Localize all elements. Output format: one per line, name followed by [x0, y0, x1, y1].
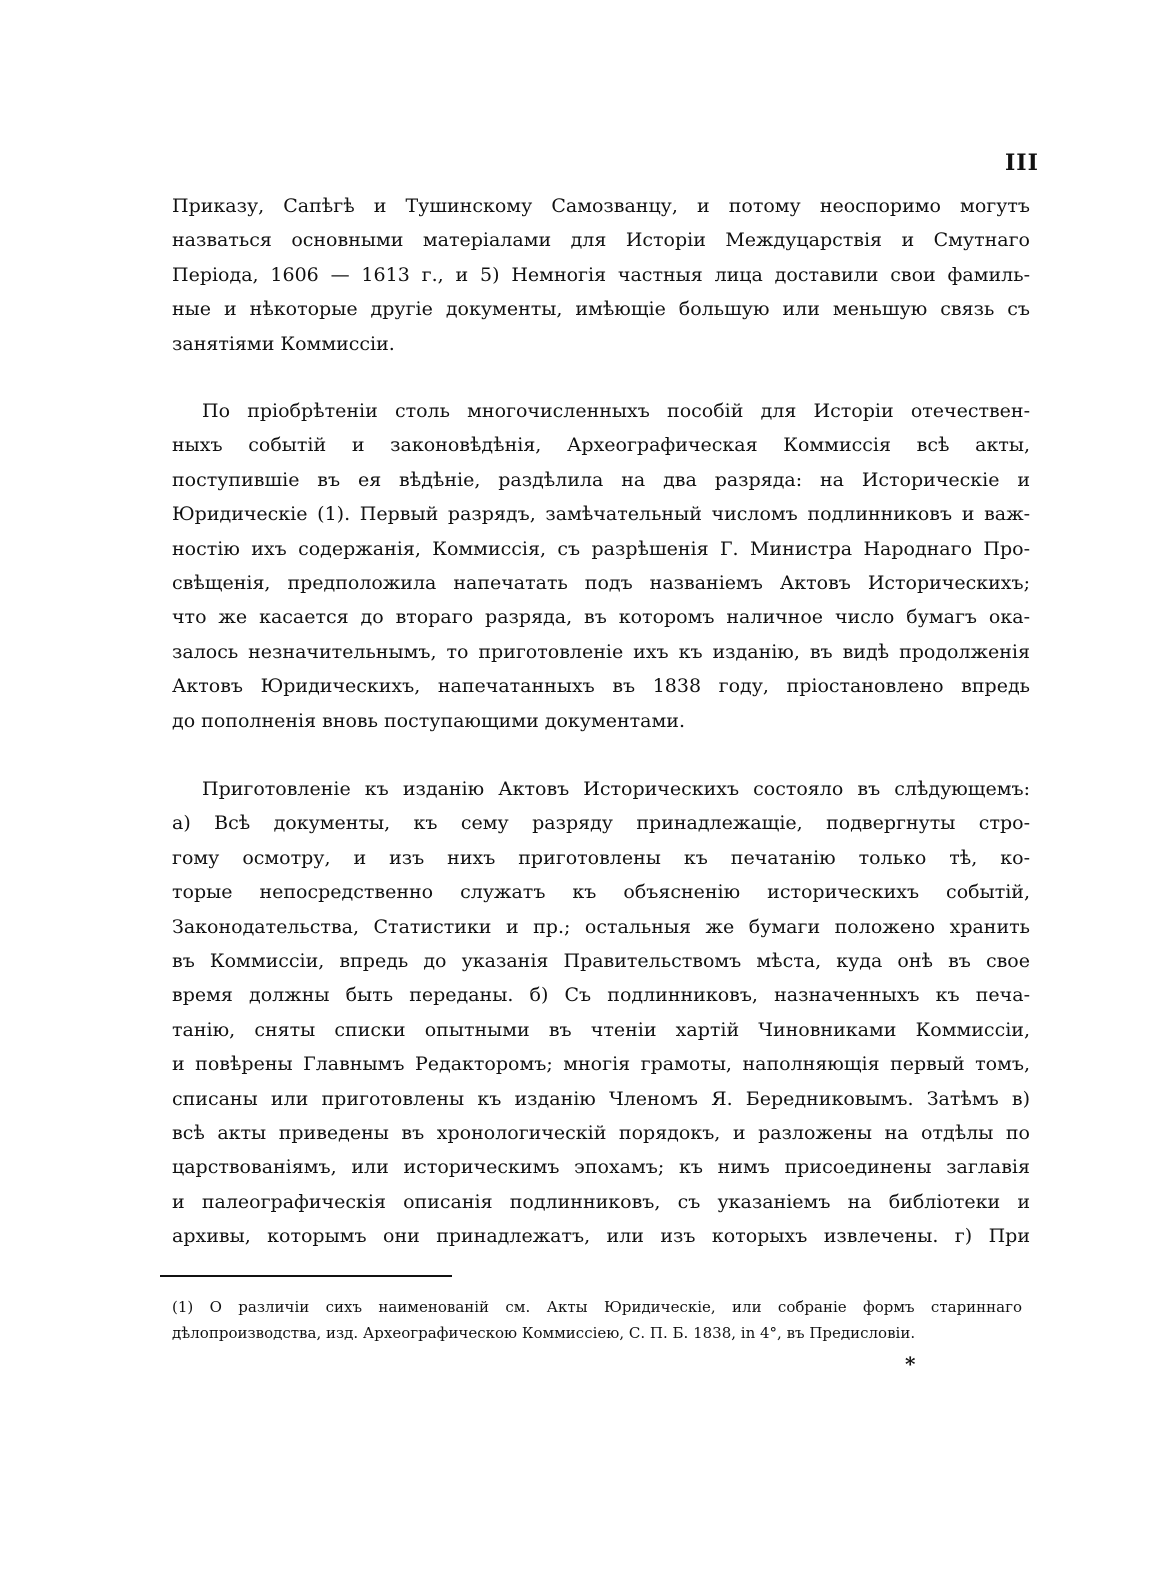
page-number: III [1005, 150, 1039, 176]
text-line: поступившіе въ ея вѣдѣніе, раздѣлила на два разряда: на Историческіе и [172, 468, 1030, 491]
text-line: торые непосредственно служатъ къ объясненію историческихъ событій, [172, 881, 1030, 904]
footnote-line: дѣлопроизводства, изд. Археографическою Коммиссіею, С. П. Б. 1838, in 4°, въ Предисловіи. [172, 1324, 916, 1342]
text-line: залось незначительнымъ, то приготовленіе ихъ къ изданію, въ видѣ продолженія [172, 640, 1030, 663]
text-line: Законодательства, Статистики и пр.; остальныя же бумаги положено хранить [172, 915, 1030, 938]
text-line: Періода, 1606 — 1613 г., и 5) Немногія частныя лица доставили свои фамиль- [172, 263, 1030, 286]
text-line: ные и нѣкоторые другіе документы, имѣющіе большую или меньшую связь съ [172, 298, 1030, 321]
text-line: ныхъ событій и законовѣдѣнія, Археографическая Коммиссія всѣ акты, [172, 434, 1030, 457]
text-line: въ Коммиссіи, впредь до указанія Правительствомъ мѣста, куда онѣ въ свое [172, 950, 1030, 973]
text-line: Приготовленіе къ изданію Актовъ Историческихъ состояло въ слѣдующемъ: [202, 778, 1030, 800]
text-line: время должны быть переданы. б) Съ подлинниковъ, назначенныхъ къ печа- [172, 984, 1030, 1007]
text-line: свѣщенія, предположила напечатать подъ названіемъ Актовъ Историческихъ; [172, 572, 1030, 595]
text-line: назваться основными матеріалами для Исторіи Междуцарствія и Смутнаго [172, 229, 1030, 252]
text-line: до пополненія вновь поступающими документами. [172, 709, 685, 732]
text-line: всѣ акты приведены въ хронологическій порядокъ, и разложены на отдѣлы по [172, 1122, 1030, 1145]
paragraph-1 [172, 189, 1030, 361]
text-line: а) Всѣ документы, къ сему разряду принадлежащіе, подвергнуты стро- [172, 812, 1030, 835]
text-line: гому осмотру, и изъ нихъ приготовлены къ печатанію только тѣ, ко- [172, 846, 1030, 869]
text-line: архивы, которымъ они принадлежатъ, или изъ которыхъ извлечены. г) При [172, 1225, 1030, 1248]
text-line: По пріобрѣтеніи столь многочисленныхъ пособій для Исторіи отечествен- [202, 400, 1030, 422]
text-line: царствованіямъ, или историческимъ эпохамъ; къ нимъ присоединены заглавія [172, 1156, 1030, 1179]
text-line: Юридическіе (1). Первый разрядъ, замѣчательный числомъ подлинниковъ и важ- [172, 503, 1030, 526]
text-line: ностію ихъ содержанія, Коммиссія, съ разрѣшенія Г. Министра Народнаго Про- [172, 537, 1030, 560]
footnote-divider [160, 1275, 452, 1277]
text-line: танію, сняты списки опытными въ чтеніи хартій Чиновниками Коммиссіи, [172, 1018, 1030, 1041]
text-line: и повѣрены Главнымъ Редакторомъ; многія грамоты, наполняющія первый томъ, [172, 1053, 1030, 1076]
text-line: списаны или приготовлены къ изданію Членомъ Я. Бередниковымъ. Затѣмъ в) [172, 1087, 1030, 1110]
footnotes [172, 1294, 1022, 1346]
text-line: что же касается до втораго разряда, въ которомъ наличное число бумагъ ока- [172, 606, 1030, 629]
text-line: и палеографическія описанія подлинниковъ, съ указаніемъ на библіотеки и [172, 1190, 1030, 1213]
paragraph-2 [172, 394, 1030, 738]
footnote-line: (1) О различіи сихъ наименованій см. Акты Юридическіе, или собраніе формъ стариннаго [172, 1298, 1022, 1316]
text-line: Приказу, Сапѣгѣ и Тушинскому Самозванцу, и потому неоспоримо могутъ [172, 195, 1030, 217]
text-line: занятіями Коммиссіи. [172, 332, 395, 355]
text-line: Актовъ Юридическихъ, напечатанныхъ въ 1838 году, пріостановлено впредь [172, 675, 1030, 698]
signature-mark: * [905, 1352, 916, 1376]
paragraph-3 [172, 772, 1030, 1254]
